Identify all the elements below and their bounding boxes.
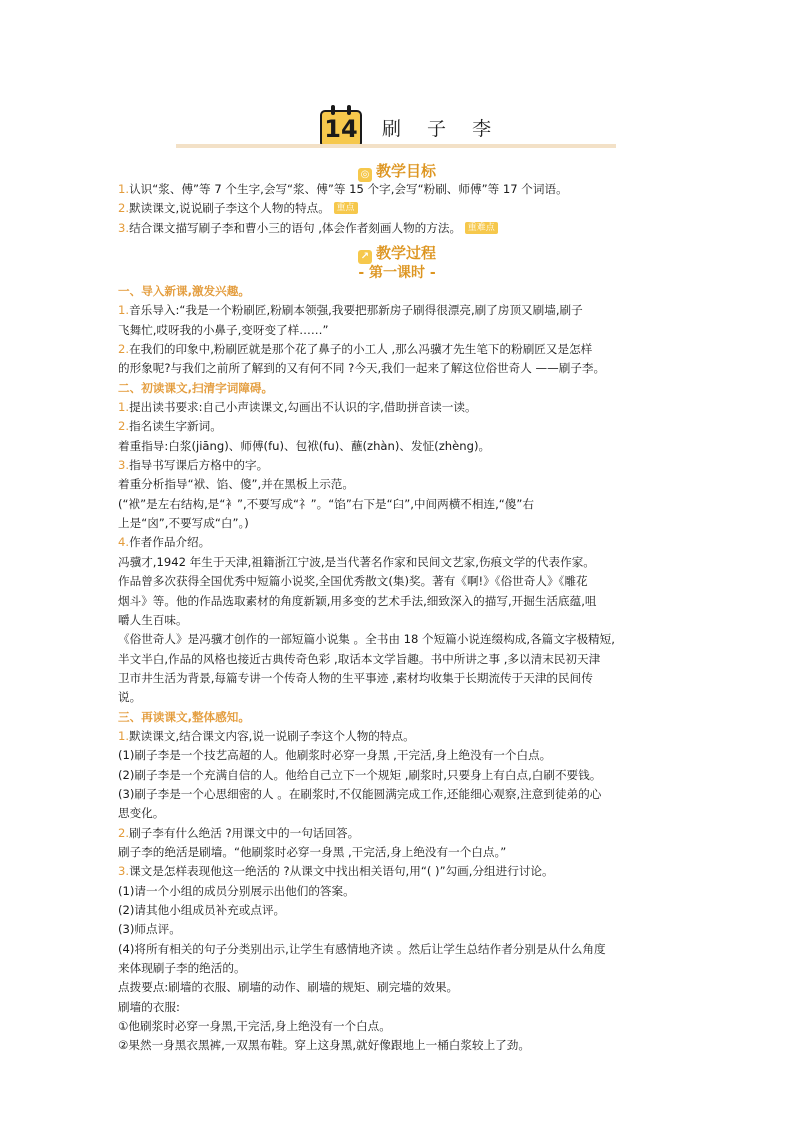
body-text: (2)请其他小组成员补充或点评。	[118, 903, 286, 917]
body-line	[118, 940, 686, 959]
calendar-ring-icon	[331, 105, 335, 115]
body-text: 提出读书要求:自己小声读课文,勾画出不认识的字,借助拼音读一读。	[129, 400, 477, 415]
body-line	[118, 959, 686, 978]
body-text: 的形象呢?与我们之前所了解到的又有何不同 ?今天,我们一起来了解这位俗世奇人 ——刷子李。	[118, 361, 606, 376]
body-text: 着重分析指导“袱、馅、傻”,并在黑板上示范。	[118, 477, 354, 492]
body-line	[118, 475, 686, 494]
body-text: ②果然一身黑衣黑裤,一双黑布鞋。穿上这身黑,就好像跟地上一桶白浆较上了劲。	[118, 1038, 530, 1053]
body-text: 课文是怎样表现他这一绝活的 ?从课文中找出相关语句,用“( )”勾画,分组进行讨论。	[129, 864, 554, 879]
body-text: (4)将所有相关的句子分类别出示,让学生有感情地齐读 。然后让学生总结作者分别是从什么角度	[118, 941, 606, 956]
body-line	[118, 417, 686, 436]
item-number: 1.	[118, 728, 130, 743]
body-text: 指名读生字新词。	[129, 419, 222, 434]
body-line	[118, 766, 686, 785]
body-text: 刷子李有什么绝活 ?用课文中的一句话回答。	[129, 825, 360, 840]
goal-item	[118, 219, 686, 238]
item-number: 2.	[118, 419, 130, 434]
body-line	[118, 727, 686, 746]
body-line	[118, 301, 686, 320]
goal-text: 默读课文,说说刷子李这个人物的特点。	[129, 201, 330, 216]
body-line	[118, 321, 686, 340]
body-line	[118, 437, 686, 456]
body-text: (“袱”是左右结构,是“衤”,不要写成“礻”。“馅”右下是“臼”,中间两横不相连,“傻”右	[118, 496, 534, 511]
body-line	[118, 611, 686, 630]
section-heading-goals-text: 教学目标	[375, 162, 436, 180]
body-text: 作者作品介绍。	[129, 535, 211, 550]
body-text: 飞舞忙,哎呀我的小鼻子,变呀变了样……”	[118, 322, 329, 337]
body-text: 说。	[118, 690, 142, 705]
body-text: ①他刷浆时必穿一身黑,干完活,身上绝没有一个白点。	[118, 1019, 391, 1034]
section-subheading	[118, 379, 686, 398]
body-line	[118, 901, 686, 920]
key-point-tag: 重点	[334, 202, 358, 214]
body-text: 指导书写课后方格中的字。	[129, 458, 269, 473]
body-line	[118, 882, 686, 901]
item-number: 4.	[118, 535, 130, 550]
body-line	[118, 533, 686, 552]
body-line	[118, 804, 686, 823]
target-icon: ◎	[358, 168, 372, 182]
body-line	[118, 572, 686, 591]
item-number: 2.	[118, 825, 130, 840]
section-heading-process	[0, 242, 794, 264]
calendar-number-badge	[320, 110, 362, 148]
body-line	[118, 456, 686, 475]
body-line	[118, 669, 686, 688]
section-subheading	[118, 282, 686, 301]
body-line	[118, 650, 686, 669]
body-line	[118, 495, 686, 514]
body-line	[118, 746, 686, 765]
key-difficult-tag: 重难点	[465, 222, 498, 234]
item-number: 1.	[118, 303, 130, 318]
item-number: 2.	[118, 342, 130, 357]
body-text: 在我们的印象中,粉刷匠就是那个花了鼻子的小工人 ,那么冯骥才先生笔下的粉刷匠又是怎样	[129, 342, 593, 357]
body-line	[118, 862, 686, 881]
body-text: (3)刷子李是一个心思细密的人 。在刷浆时,不仅能圆满完成工作,还能细心观察,注意到徒弟的心	[118, 786, 602, 801]
item-number: 3.	[118, 864, 130, 879]
goal-text: 结合课文描写刷子李和曹小三的语句 ,体会作者刻画人物的方法。	[129, 220, 462, 235]
body-text: 刷子李的绝活是刷墙。“他刷浆时必穿一身黑 ,干完活,身上绝没有一个白点。”	[118, 844, 507, 859]
goal-number: 2.	[118, 201, 130, 216]
goals-list	[118, 180, 686, 238]
body-text: 作品曾多次获得全国优秀中短篇小说奖,全国优秀散文(集)奖。著有《啊!》《俗世奇人》《雕花	[118, 574, 588, 589]
body-line	[118, 359, 686, 378]
section-heading-process-text: 教学过程	[375, 244, 436, 262]
body-text: 默读课文,结合课文内容,说一说刷子李这个人物的特点。	[129, 728, 415, 743]
body-line	[118, 785, 686, 804]
body-text: 半文半白,作品的风格也接近古典传奇色彩 ,取话本文学旨趣。书中所讲之事 ,多以清末民初天津	[118, 651, 601, 666]
body-line	[118, 920, 686, 939]
lesson-title: 刷 子 李	[382, 118, 502, 140]
body-line	[118, 1017, 686, 1036]
lesson-number: 14	[324, 115, 358, 143]
body-line	[118, 398, 686, 417]
body-text: 思变化。	[118, 806, 165, 821]
body-line	[118, 1036, 686, 1055]
body-line	[118, 514, 686, 533]
body-line	[118, 630, 686, 649]
goal-item	[118, 199, 686, 218]
item-number: 1.	[118, 400, 130, 415]
body-text: 三、再读课文,整体感知。	[118, 709, 250, 724]
lesson-period-heading: - 第一课时 -	[358, 265, 436, 281]
body-text: 音乐导入:“我是一个粉刷匠,粉刷本领强,我要把那新房子刷得很漂亮,刷了房顶又刷墙,刷子	[129, 303, 583, 318]
body-text: (1)请一个小组的成员分别展示出他们的答案。	[118, 883, 355, 898]
title-underline	[176, 144, 616, 148]
body-line	[118, 998, 686, 1017]
body-text: 点拨要点:刷墙的衣服、刷墙的动作、刷墙的规矩、刷完墙的效果。	[118, 980, 459, 995]
body-text: 烟斗》等。他的作品选取素材的角度新颖,用多变的艺术手法,细致深入的描写,开掘生活底蕴,咀	[118, 593, 597, 608]
body-text: 嚼人生百味。	[118, 612, 188, 627]
teaching-process-body	[118, 282, 686, 1056]
body-text: (3)师点评。	[118, 922, 181, 937]
goal-item	[118, 180, 686, 199]
body-text: 刷墙的衣服:	[118, 999, 180, 1014]
goal-number: 3.	[118, 220, 130, 235]
body-text: 一、导入新课,激发兴趣。	[118, 284, 250, 298]
body-line	[118, 340, 686, 359]
body-text: 着重指导:白浆(jiāng)、师傅(fu)、包袱(fu)、蘸(zhàn)、发怔(zhèng)。	[118, 438, 491, 453]
body-text: 来体现刷子李的绝活的。	[118, 961, 246, 976]
body-line	[118, 843, 686, 862]
body-text: (2)刷子李是一个充满自信的人。他给自己立下一个规矩 ,刷浆时,只要身上有白点,白刷不要钱。	[118, 767, 602, 782]
lesson-header	[176, 106, 616, 152]
section-subheading	[118, 708, 686, 727]
goal-number: 1.	[118, 182, 130, 196]
body-text: 二、初读课文,扫清字词障碍。	[118, 380, 274, 395]
body-line	[118, 978, 686, 997]
body-line	[118, 553, 686, 572]
body-text: (1)刷子李是一个技艺高超的人。他刷浆时必穿一身黑 ,干完活,身上绝没有一个白点。	[118, 748, 552, 763]
section-heading-goals	[0, 160, 794, 182]
item-number: 3.	[118, 458, 130, 473]
process-icon: ↗	[358, 250, 372, 264]
body-line	[118, 688, 686, 707]
body-text: 冯骥才,1942 年生于天津,祖籍浙江宁波,是当代著名作家和民间文艺家,伤痕文学的代表作家。	[118, 554, 595, 569]
body-line	[118, 824, 686, 843]
body-text: 《俗世奇人》是冯骥才创作的一部短篇小说集 。全书由 18 个短篇小说连缀构成,各篇文字极精短,	[118, 632, 615, 647]
body-text: 卫市井生活为背景,每篇专讲一个传奇人物的生平事迹 ,素材均收集于长期流传于天津的民间传	[118, 670, 593, 685]
body-line	[118, 592, 686, 611]
body-text: 上是“囟”,不要写成“白”。)	[118, 516, 249, 531]
goal-text: 认识“浆、傅”等 7 个生字,会写“浆、傅”等 15 个字,会写“粉刷、师傅”等 17 个词语。	[129, 182, 568, 196]
calendar-ring-icon	[347, 105, 351, 115]
